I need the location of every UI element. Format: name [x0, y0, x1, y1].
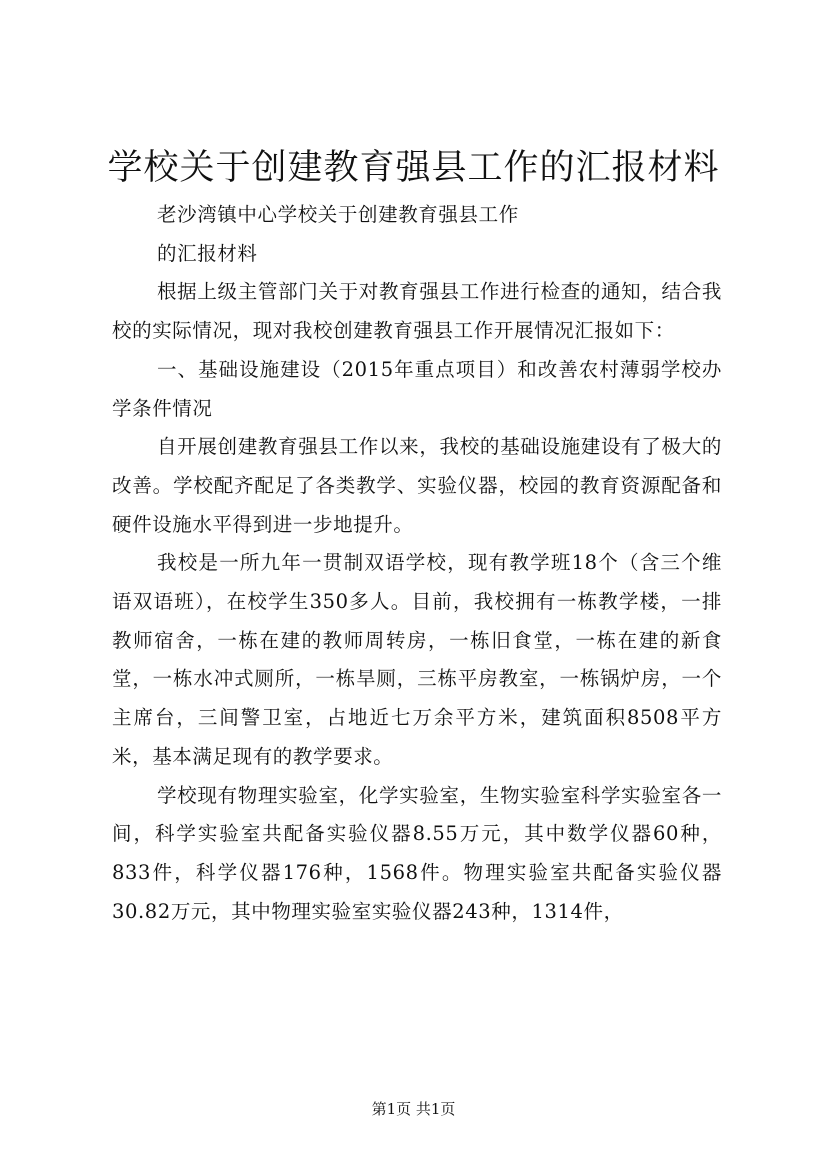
- page-footer: 第1页 共1页: [371, 1100, 456, 1118]
- document-body: [112, 196, 722, 931]
- subtitle-line-1: 老沙湾镇中心学校关于创建教育强县工作: [157, 203, 519, 226]
- paragraph-laboratories: 学校现有物理实验室，化学实验室，生物实验室科学实验室各一间，科学实验室共配备实验仪器8.55万元，其中数学仪器60种，833件，科学仪器176种，1568件。物理实验室共配备实验仪器30.82万元，其中物理实验室实验仪器243种，1314件，: [112, 783, 722, 923]
- paragraph-improvement: 自开展创建教育强县工作以来，我校的基础设施建设有了极大的改善。学校配齐配足了各类教学、实验仪器，校园的教育资源配备和硬件设施水平得到进一步地提升。: [112, 435, 722, 536]
- document-title: 学校关于创建教育强县工作的汇报材料: [107, 148, 720, 188]
- paragraph-school-overview: 我校是一所九年一贯制双语学校，现有教学班18个（含三个维语双语班），在校学生350多人。目前，我校拥有一栋教学楼，一排教师宿舍，一栋在建的教师周转房，一栋旧食堂，一栋在建的新食堂，一栋水冲式厕所，一栋旱厕，三栋平房教室，一栋锅炉房，一个主席台，三间警卫室，占地近七万余平方米，建筑面积8508平方米，基本满足现有的教学要求。: [112, 551, 722, 768]
- subtitle-line-2: 的汇报材料: [157, 241, 258, 265]
- paragraph-intro: 根据上级主管部门关于对教育强县工作进行检查的通知，结合我校的实际情况，现对我校创建教育强县工作开展情况汇报如下：: [112, 280, 722, 343]
- section-heading-infrastructure: 一、基础设施建设（2015年重点项目）和改善农村薄弱学校办学条件情况: [112, 357, 722, 420]
